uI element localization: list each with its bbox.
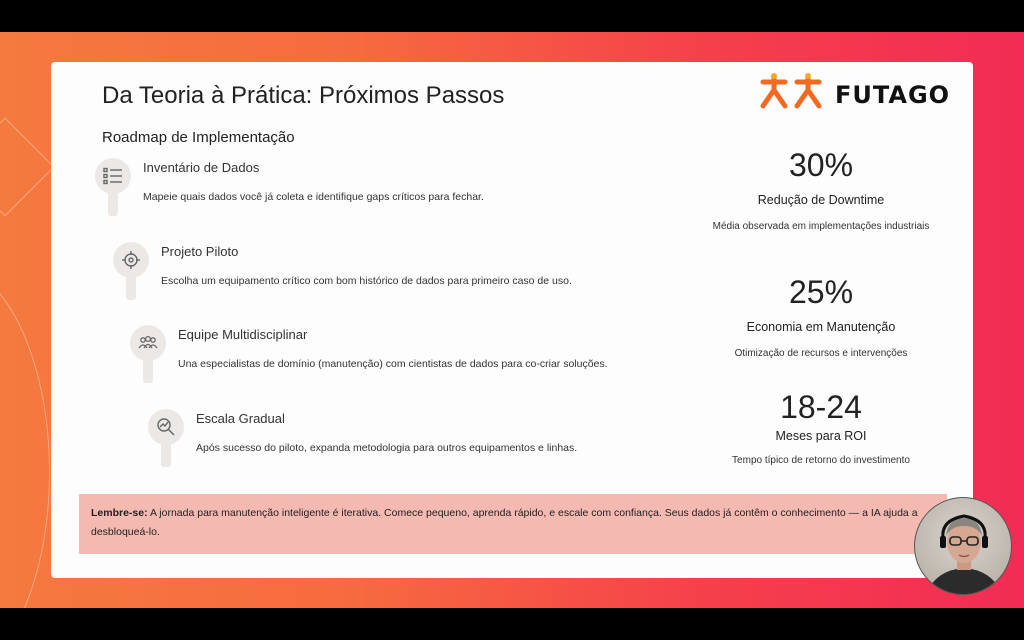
stat-value: 25% bbox=[788, 274, 854, 310]
step-description: Mapeie quais dados você já coleta e identifique gaps críticos para fechar. bbox=[143, 191, 484, 203]
note-text: A jornada para manutenção inteligente é iterativa. Comece pequeno, aprenda rápido, e escale com confiança. Seus dados já contêm o conhecimento — a IA ajuda a desbloqueá-lo. bbox=[91, 507, 918, 538]
roadmap-step-1 bbox=[95, 158, 555, 238]
step-description: Una especialistas de domínio (manutenção) com cientistas de dados para co-criar soluções. bbox=[178, 358, 608, 370]
step-title: Equipe Multidisciplinar bbox=[178, 327, 308, 342]
stat-label: Economia em Manutenção bbox=[746, 320, 896, 334]
stat-downtime bbox=[691, 147, 951, 232]
stat-roi bbox=[691, 389, 951, 466]
step-title: Projeto Piloto bbox=[161, 244, 239, 259]
stat-caption: Otimização de recursos e intervenções bbox=[734, 348, 908, 359]
growth-search-icon bbox=[148, 409, 184, 445]
reminder-note bbox=[79, 494, 947, 554]
futago-logo-mark-icon bbox=[757, 72, 829, 112]
step-title: Escala Gradual bbox=[196, 411, 285, 426]
futago-logo bbox=[757, 72, 953, 112]
stat-caption: Tempo típico de retorno do investimento bbox=[732, 455, 910, 466]
section-subtitle: Roadmap de Implementação bbox=[102, 129, 295, 146]
decorative-arc bbox=[0, 262, 50, 608]
stat-caption: Média observada em implementações industriais bbox=[712, 221, 930, 232]
decorative-triangle bbox=[0, 118, 54, 217]
team-icon bbox=[130, 325, 166, 361]
roadmap-step-2 bbox=[113, 242, 613, 322]
stat-value: 30% bbox=[788, 147, 854, 183]
target-icon bbox=[113, 242, 149, 278]
step-description: Escolha um equipamento crítico com bom histórico de dados para primeiro caso de uso. bbox=[161, 275, 572, 287]
list-icon bbox=[95, 158, 131, 194]
roadmap-step-3 bbox=[130, 325, 650, 405]
logo-text: FUTAGO bbox=[835, 81, 951, 109]
slide-title: Da Teoria à Prática: Próximos Passos bbox=[102, 82, 505, 109]
roadmap-step-4 bbox=[148, 409, 648, 489]
stat-value: 18-24 bbox=[780, 389, 862, 425]
step-description: Após sucesso do piloto, expanda metodologia para outros equipamentos e linhas. bbox=[196, 442, 578, 454]
stat-maintenance-savings bbox=[691, 274, 951, 359]
stat-label: Redução de Downtime bbox=[757, 193, 885, 207]
stat-label: Meses para ROI bbox=[775, 429, 867, 443]
step-title: Inventário de Dados bbox=[143, 160, 260, 175]
slide bbox=[51, 62, 973, 578]
presenter-webcam bbox=[914, 497, 1012, 595]
presenter-avatar-icon bbox=[915, 498, 1012, 595]
note-lead: Lembre-se: bbox=[91, 507, 148, 519]
